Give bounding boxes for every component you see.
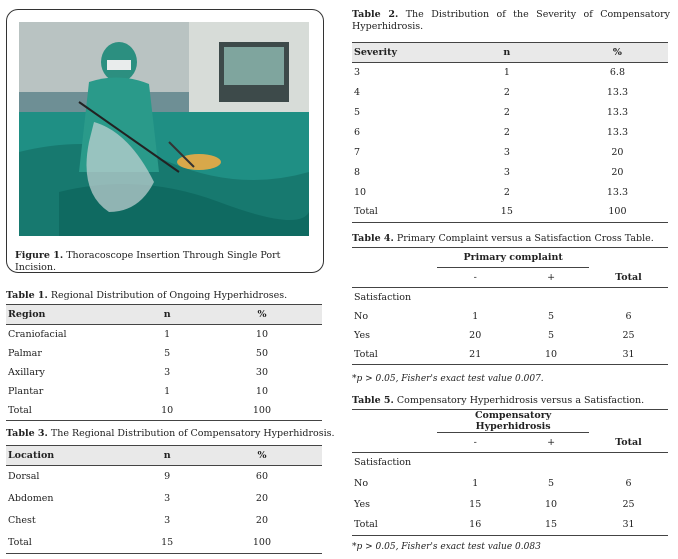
cell: 20 <box>611 146 624 158</box>
cell: 13.3 <box>606 126 629 138</box>
cell: 10 <box>545 349 558 360</box>
table-4-col-minus: - <box>473 272 477 283</box>
cell: 1 <box>164 329 171 340</box>
figure-1-text: Thoracoscope Insertion Through Single Port Incision. <box>15 250 281 273</box>
table-4-label: Table 4. <box>352 233 394 244</box>
cell: 13.3 <box>606 186 629 198</box>
cell: 3 <box>354 67 361 78</box>
cell: 10 <box>255 386 268 397</box>
cell: 3 <box>164 493 171 504</box>
cell: 15 <box>545 519 558 531</box>
table-row <box>6 344 322 363</box>
cell: 10 <box>354 186 367 198</box>
table-row <box>6 510 322 532</box>
table-row <box>352 142 668 162</box>
table-5-col-plus: + <box>547 437 556 448</box>
table-row <box>352 162 668 182</box>
table-row <box>352 345 668 365</box>
table-row <box>352 326 668 345</box>
table-5-label: Table 5. <box>352 395 394 406</box>
cell: 1 <box>472 311 479 322</box>
cell: 20 <box>611 166 624 178</box>
cell: 20 <box>255 493 268 504</box>
table-1-header <box>6 305 322 325</box>
table-4-group-header: Primary complaint <box>437 248 589 268</box>
cell: Total <box>354 206 378 218</box>
surgery-photo <box>19 22 309 236</box>
cell: No <box>354 311 369 322</box>
cell: 25 <box>622 330 635 341</box>
table-row <box>6 401 322 421</box>
cell: 31 <box>622 519 635 531</box>
cell: 3 <box>503 166 510 178</box>
cell: Axillary <box>8 367 45 378</box>
table-row <box>352 202 668 222</box>
cell: 1 <box>472 477 479 489</box>
table-4-note: *p > 0.05, Fisher's exact test value 0.007. <box>352 374 544 384</box>
cell: 6 <box>625 477 632 489</box>
cell: 15 <box>469 498 482 510</box>
cell: 10 <box>161 405 174 416</box>
table-row <box>6 363 322 382</box>
table-4-row-label: Satisfaction <box>354 292 412 303</box>
cell: 100 <box>252 405 272 416</box>
table-2-label: Table 2. <box>352 9 399 20</box>
cell: Total <box>8 405 32 416</box>
cell: 50 <box>255 348 268 359</box>
table-3-col-location: Location <box>8 450 55 461</box>
cell: Total <box>354 349 378 360</box>
table-4 <box>352 247 668 365</box>
table-2-caption <box>352 9 670 33</box>
table-3-col-n: n <box>163 450 171 461</box>
table-5-text: Compensatory Hyperhidrosis versus a Satisfaction. <box>396 395 645 406</box>
table-5-subheader-row <box>352 433 668 453</box>
cell: 100 <box>608 206 627 218</box>
cell: Abdomen <box>8 493 54 504</box>
table-row <box>6 532 322 554</box>
table-row <box>352 63 668 83</box>
figure-1-label: Figure 1. <box>15 250 64 261</box>
cell: 2 <box>503 86 510 98</box>
cell: 60 <box>255 471 268 483</box>
table-5-row-label: Satisfaction <box>354 457 412 469</box>
figure-1-caption <box>15 250 315 274</box>
cell: 10 <box>255 329 268 340</box>
table-3-label: Table 3. <box>6 428 48 439</box>
table-2-col-pct: % <box>612 47 622 58</box>
cell: Yes <box>354 330 370 341</box>
cell: 3 <box>503 146 510 158</box>
cell: Total <box>8 536 32 548</box>
cell: 3 <box>164 515 171 526</box>
table-1-text: Regional Distribution of Ongoing Hyperhidroses. <box>50 290 288 301</box>
cell: 30 <box>255 367 268 378</box>
table-1-col-region: Region <box>8 309 46 320</box>
cell: 13.3 <box>606 106 629 118</box>
table-4-caption <box>352 233 670 245</box>
table-row <box>6 488 322 510</box>
cell: 5 <box>548 330 555 341</box>
cell: 1 <box>164 386 171 397</box>
table-1 <box>6 304 322 421</box>
figure-1-frame <box>6 9 324 273</box>
cell: Total <box>354 519 378 531</box>
cell: 10 <box>545 498 558 510</box>
cell: 4 <box>354 86 361 98</box>
table-4-col-total: Total <box>615 271 642 283</box>
table-1-col-n: n <box>163 309 171 320</box>
table-5-col-minus: - <box>473 437 477 448</box>
cell: 20 <box>469 330 482 341</box>
table-row <box>6 382 322 401</box>
cell: 2 <box>503 126 510 138</box>
table-5-col-total: Total <box>615 436 642 448</box>
table-row <box>352 453 668 473</box>
cell: Yes <box>354 498 370 510</box>
table-row <box>352 494 668 515</box>
table-2 <box>352 42 668 223</box>
table-4-subheader-row <box>352 268 668 288</box>
table-3 <box>6 445 322 554</box>
table-row <box>6 325 322 345</box>
table-row <box>352 307 668 326</box>
table-row <box>352 515 668 536</box>
cell: 31 <box>622 349 635 360</box>
cell: 5 <box>548 311 555 322</box>
cell: 15 <box>500 206 513 218</box>
cell: 15 <box>161 536 174 548</box>
table-5-note: *p > 0.05, Fisher's exact test value 0.083 <box>352 542 541 552</box>
cell: Plantar <box>8 386 44 397</box>
cell: 8 <box>354 166 361 178</box>
table-row <box>6 466 322 488</box>
table-1-caption <box>6 290 322 302</box>
cell: 9 <box>164 471 171 483</box>
table-row <box>352 82 668 102</box>
cell: 5 <box>164 348 171 359</box>
table-row <box>352 182 668 202</box>
cell: 2 <box>503 186 510 198</box>
table-row <box>352 473 668 494</box>
table-5-group-header-row <box>352 410 668 433</box>
cell: 7 <box>354 146 361 158</box>
cell: 20 <box>255 515 268 526</box>
table-1-col-pct: % <box>257 309 267 320</box>
table-3-caption <box>6 428 336 440</box>
table-2-header <box>352 43 668 63</box>
table-2-col-severity: Severity <box>354 47 397 58</box>
table-4-text: Primary Complaint versus a Satisfaction Cross Table. <box>396 233 654 244</box>
cell: 13.3 <box>606 86 629 98</box>
cell: 6 <box>354 126 361 138</box>
table-3-col-pct: % <box>257 450 267 461</box>
table-5-caption <box>352 395 670 407</box>
cell: Dorsal <box>8 471 40 483</box>
table-row <box>352 122 668 142</box>
cell: No <box>354 477 369 489</box>
cell: 2 <box>503 106 510 118</box>
cell: 16 <box>469 519 482 531</box>
cell: Chest <box>8 515 36 526</box>
table-3-text: The Regional Distribution of Compensatory Hyperhidrosis. <box>50 428 335 439</box>
table-3-header <box>6 446 322 466</box>
cell: 5 <box>548 477 555 489</box>
table-1-label: Table 1. <box>6 290 48 301</box>
table-5 <box>352 409 668 536</box>
cell: 3 <box>164 367 171 378</box>
cell: 21 <box>469 349 482 360</box>
cell: 1 <box>503 67 510 78</box>
cell: 6 <box>625 311 632 322</box>
table-2-col-n: n <box>503 47 511 58</box>
table-5-group-header: Compensatory Hyperhidrosis <box>437 410 589 433</box>
table-row <box>352 102 668 122</box>
cell: 6.8 <box>609 67 625 78</box>
cell: 25 <box>622 498 635 510</box>
table-row <box>352 288 668 308</box>
cell: 100 <box>252 536 272 548</box>
cell: 5 <box>354 106 361 118</box>
table-4-col-plus: + <box>547 272 556 283</box>
cell: Craniofacial <box>8 329 67 340</box>
table-2-text: The Distribution of the Severity of Compensatory Hyperhidrosis. <box>352 9 670 32</box>
table-4-group-header-row <box>352 248 668 268</box>
cell: Palmar <box>8 348 42 359</box>
